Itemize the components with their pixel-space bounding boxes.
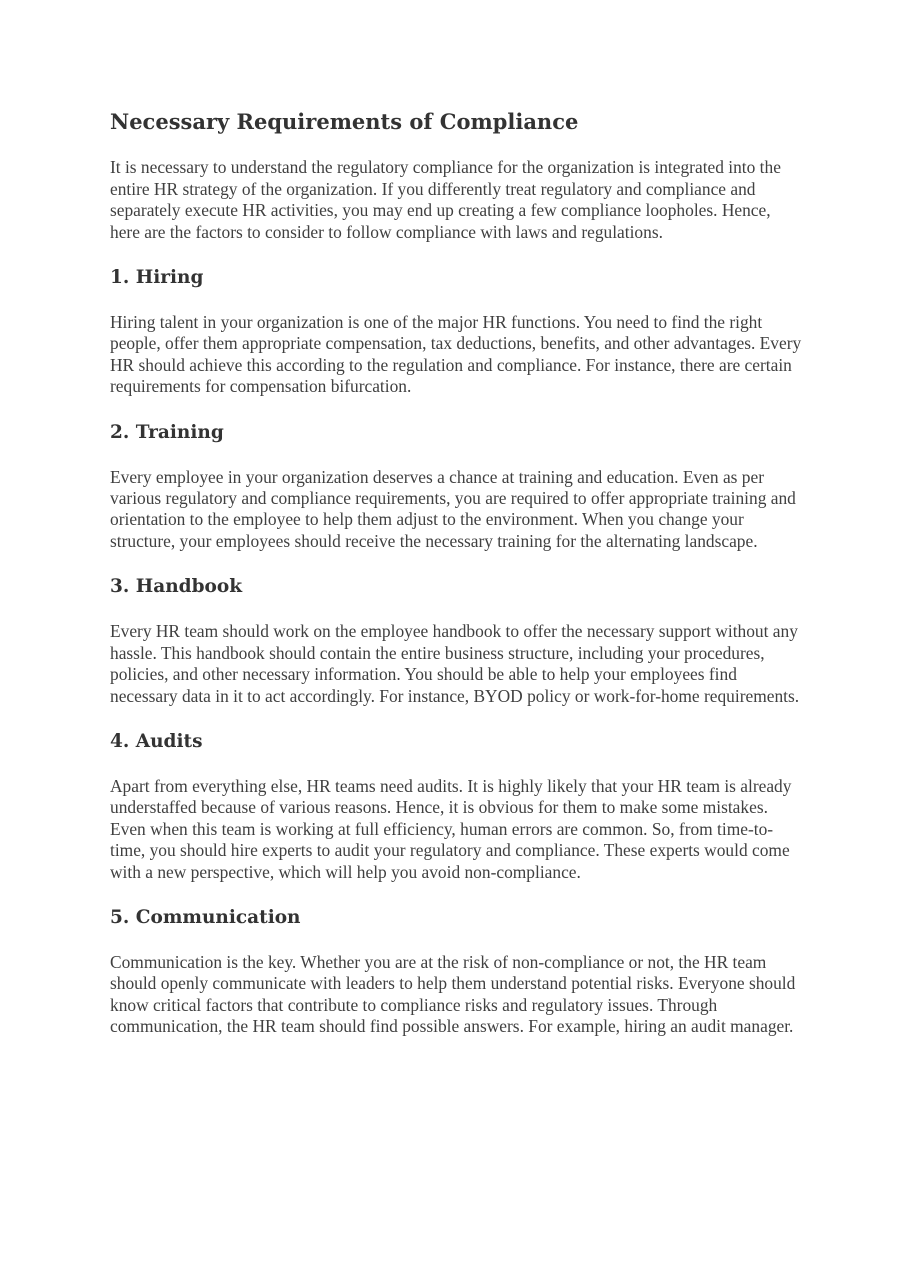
section-heading: 3. Handbook <box>110 576 243 598</box>
section-body: Apart from everything else, HR teams need audits. It is highly likely that your HR team is already understaffed because of various reasons. Hence, it is obvious for them to make some mistakes. Even when this team is working at full efficiency, human errors are common. So, from time-to-time, you should hire experts to audit your regulatory and compliance. These experts would come with a new perspective, which will help you avoid non-compliance. <box>110 775 792 882</box>
section-body: Hiring talent in your organization is one of the major HR functions. You need to find the right people, offer them appropriate compensation, tax deductions, benefits, and other advantages. Every HR should achieve this according to the regulation and compliance. For instance, there are certain requirements for compensation bifurcation. <box>110 311 802 397</box>
section-body: Every employee in your organization deserves a chance at training and education. Even as per various regulatory and compliance requirements, you are required to offer appropriate training and orientation to the employee to help them adjust to the environment. When you change your structure, your employees should receive the necessary training for the alternating landscape. <box>110 466 796 551</box>
section-body: Communication is the key. Whether you are at the risk of non-compliance or not, the HR team should openly communicate with leaders to help them understand potential risks. Everyone should know critical factors that contribute to compliance risks and regulatory issues. Through communication, the HR team should find possible answers. For example, hiring an audit manager. <box>110 952 796 1037</box>
section-communication <box>110 906 802 1038</box>
section-body: Every HR team should work on the employee handbook to offer the necessary support without any hassle. This handbook should contain the entire business structure, including your procedures, policies, and other necessary information. You should be able to help your employees find necessary data in it to act accordingly. For instance, BYOD policy or work-for-home requirements. <box>110 621 800 706</box>
section-training <box>110 421 802 553</box>
section-handbook <box>110 575 802 707</box>
section-heading: 4. Audits <box>110 730 203 752</box>
intro-paragraph: It is necessary to understand the regulatory compliance for the organization is integrated into the entire HR strategy of the organization. If you differently treat regulatory and compliance and separately execute HR activities, you may end up creating a few compliance loopholes. Hence, here are the factors to consider to follow compliance with laws and regulations. <box>110 157 781 242</box>
section-heading: 1. Hiring <box>110 266 204 288</box>
document-title: Necessary Requirements of Compliance <box>110 109 579 134</box>
document-page <box>110 108 802 1038</box>
section-audits <box>110 730 802 883</box>
section-heading: 5. Communication <box>110 907 301 929</box>
section-hiring <box>110 266 802 398</box>
section-heading: 2. Training <box>110 421 224 443</box>
